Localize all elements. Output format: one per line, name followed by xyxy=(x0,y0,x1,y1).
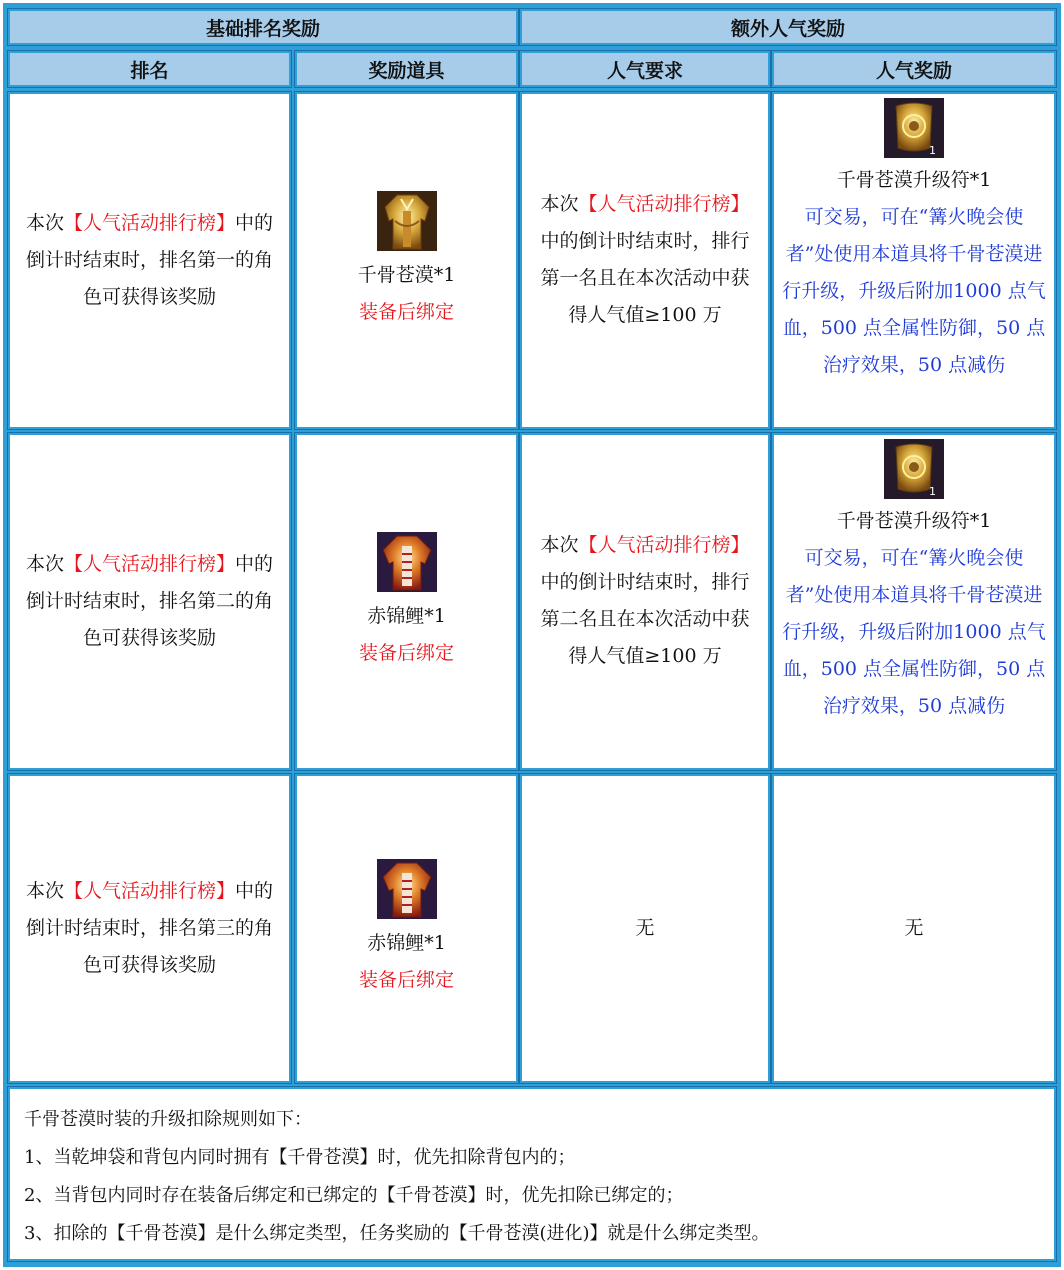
header-extra-label: 额外人气奖励 xyxy=(730,17,845,40)
reward-item-cell-2 xyxy=(295,433,518,770)
popularity-reward-description: 可交易，可在“篝火晚会使者”处使用本道具将千骨苍漠进行升级，升级后附加1000 点气血，500 点全属性防御，50 点治疗效果，50 点减伤 xyxy=(782,547,1046,717)
header-rank-label: 排名 xyxy=(130,59,169,82)
popularity-reward-cell-3 xyxy=(772,774,1056,1083)
upgrade-deduction-rules xyxy=(8,1087,1056,1261)
reward-item-cell-3 xyxy=(295,774,518,1083)
bind-type: 装备后绑定 xyxy=(358,300,454,323)
red-robe-icon xyxy=(377,859,437,919)
leaderboard-highlight: 【人气活动排行榜】 xyxy=(578,193,750,215)
rule-item: 2、当背包内同时存在装备后绑定和已绑定的【千骨苍漠】时，优先扣除已绑定的； xyxy=(24,1185,684,1206)
header-extra-popularity-reward xyxy=(520,9,1056,45)
upgrade-scroll-icon xyxy=(884,439,944,499)
header-reward-item xyxy=(295,51,518,87)
svg-text:1: 1 xyxy=(929,485,936,498)
leaderboard-highlight: 【人气活动排行榜】 xyxy=(578,534,750,556)
rank-description: 本次【人气活动排行榜】中的倒计时结束时，排名第二的角色可获得该奖励 xyxy=(25,553,274,649)
leaderboard-highlight: 【人气活动排行榜】 xyxy=(63,880,235,902)
none-text: 无 xyxy=(904,917,924,939)
header-basic-rank-reward xyxy=(8,9,518,45)
popularity-reward-cell-1 xyxy=(772,92,1056,429)
popularity-reward-name: 千骨苍漠升级符*1 xyxy=(836,510,992,532)
popularity-requirement-cell-3 xyxy=(520,774,770,1083)
rules-title: 千骨苍漠时装的升级扣除规则如下： xyxy=(24,1109,312,1130)
leaderboard-highlight: 【人气活动排行榜】 xyxy=(63,553,235,575)
header-rank xyxy=(8,51,291,87)
header-popularity-requirement xyxy=(520,51,770,87)
rank-cell-2 xyxy=(8,433,291,770)
leaderboard-highlight: 【人气活动排行榜】 xyxy=(63,212,235,234)
rank-description: 本次【人气活动排行榜】中的倒计时结束时，排名第三的角色可获得该奖励 xyxy=(25,880,274,976)
rule-item: 1、当乾坤袋和背包内同时拥有【千骨苍漠】时，优先扣除背包内的； xyxy=(24,1147,576,1168)
golden-robe-icon xyxy=(377,191,437,251)
reward-item-name: 千骨苍漠*1 xyxy=(357,263,456,286)
reward-item-cell-1 xyxy=(295,92,518,429)
rank-description: 本次【人气活动排行榜】中的倒计时结束时，排名第一的角色可获得该奖励 xyxy=(25,212,274,308)
svg-text:1: 1 xyxy=(929,144,936,157)
popularity-requirement-cell-2 xyxy=(520,433,770,770)
popularity-reward-description: 可交易，可在“篝火晚会使者”处使用本道具将千骨苍漠进行升级，升级后附加1000 点气血，500 点全属性防御，50 点治疗效果，50 点减伤 xyxy=(782,206,1046,376)
requirement-description: 本次【人气活动排行榜】中的倒计时结束时，排行第二名且在本次活动中获得人气值≥100 万 xyxy=(540,534,750,667)
bind-type: 装备后绑定 xyxy=(358,968,454,991)
popularity-reward-cell-2 xyxy=(772,433,1056,770)
none-text: 无 xyxy=(635,917,655,939)
reward-item-name: 赤锦鲤*1 xyxy=(367,604,446,627)
rule-item: 3、扣除的【千骨苍漠】是什么绑定类型，任务奖励的【千骨苍漠(进化)】就是什么绑定类型。 xyxy=(24,1223,770,1244)
popularity-reward-name: 千骨苍漠升级符*1 xyxy=(836,169,992,191)
header-pop-reward-label: 人气奖励 xyxy=(875,59,952,82)
reward-item-name: 赤锦鲤*1 xyxy=(367,931,446,954)
reward-table xyxy=(3,3,1061,1267)
popularity-requirement-cell-1 xyxy=(520,92,770,429)
red-robe-icon xyxy=(377,532,437,592)
rank-cell-3 xyxy=(8,774,291,1083)
header-reward-item-label: 奖励道具 xyxy=(368,59,445,82)
header-popularity-reward xyxy=(772,51,1056,87)
rank-cell-1 xyxy=(8,92,291,429)
bind-type: 装备后绑定 xyxy=(358,641,454,664)
upgrade-scroll-icon xyxy=(884,98,944,158)
header-basic-label: 基础排名奖励 xyxy=(205,17,320,40)
requirement-description: 本次【人气活动排行榜】中的倒计时结束时，排行第一名且在本次活动中获得人气值≥100 万 xyxy=(540,193,750,326)
header-pop-req-label: 人气要求 xyxy=(606,59,683,82)
